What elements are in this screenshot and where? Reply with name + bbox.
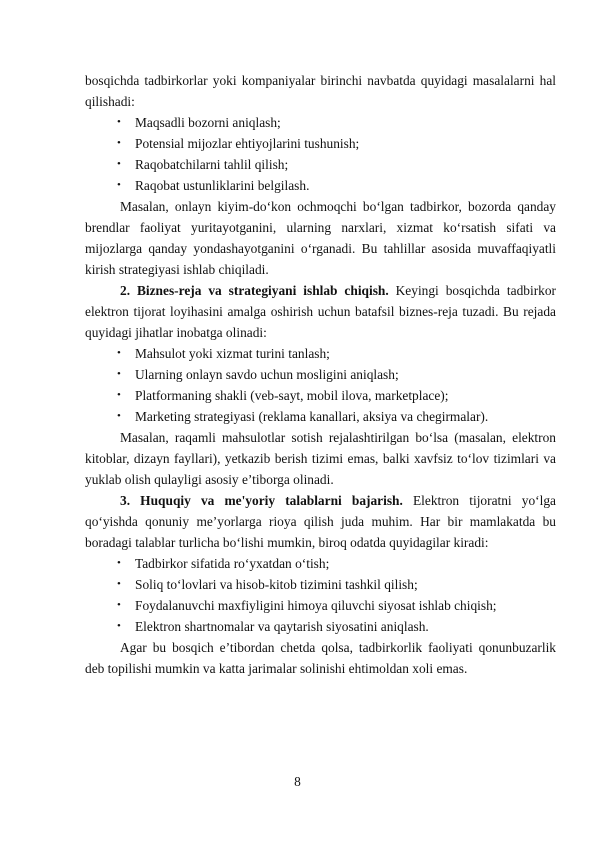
bullet-list-1 xyxy=(85,112,556,196)
paragraph-conclusion: Agar bu bosqich e’tibordan chetda qolsa, tadbirkorlik faoliyati qonunbuzarlik deb topilishi mumkin va katta jarimalar solinishi ehtimoldan xoli emas. xyxy=(85,640,556,676)
list-item: • Platformaning shakli (veb-sayt, mobil ilova, marketplace); xyxy=(85,385,556,406)
paragraph-example-2: Masalan, raqamli mahsulotlar sotish rejalashtirilgan bo‘lsa (masalan, elektron kitoblar, dizayn fayllari), yetkazib berish tizimi emas, balki xavfsiz to‘lov tizimlari va yuklab olish qulayligi asosiy e’tiborga olinadi. xyxy=(85,430,556,487)
bullet-icon: • xyxy=(117,578,121,590)
bullet-list-2 xyxy=(85,343,556,427)
list-item: • Maqsadli bozorni aniqlash; xyxy=(85,112,556,133)
bullet-list-3 xyxy=(85,553,556,637)
list-item: • Tadbirkor sifatida ro‘yxatdan o‘tish; xyxy=(85,553,556,574)
list-item: • Marketing strategiyasi (reklama kanallari, aksiya va chegirmalar). xyxy=(85,406,556,427)
bullet-icon: • xyxy=(117,557,121,569)
list-item: • Mahsulot yoki xizmat turini tanlash; xyxy=(85,343,556,364)
paragraph-example-1: Masalan, onlayn kiyim-do‘kon ochmoqchi bo‘lgan tadbirkor, bozorda qanday brendlar faoliyat yuritayotganini, ularning narxlari, xizmat ko‘rsatish sifati va mijozlarga qanday yondashayotganini o‘rganadi. Bu tahlillar asosida muvaffaqiyatli kirish strategiyasi ishlab chiqiladi. xyxy=(85,199,556,277)
section-2-paragraph xyxy=(85,280,556,343)
bullet-icon: • xyxy=(117,599,121,611)
section-2-text: Keyingi bosqichda tadbirkor elektron tijorat loyihasini amalga oshirish uchun batafsil biznes-reja tuzadi. Bu rejada quyidagi jihatlar inobatga olinadi: xyxy=(85,283,557,340)
bullet-icon: • xyxy=(117,368,121,380)
section-3-heading: 3. Huquqiy va me'yoriy talablarni bajarish. xyxy=(120,493,403,508)
list-item: • Raqobat ustunliklarini belgilash. xyxy=(85,175,556,196)
paragraph-intro: bosqichda tadbirkorlar yoki kompaniyalar birinchi navbatda quyidagi masalalarni hal qilishadi: xyxy=(85,73,556,109)
page-number: 8 xyxy=(294,774,301,789)
bullet-icon: • xyxy=(117,410,121,422)
bullet-icon: • xyxy=(117,389,121,401)
list-item: • Potensial mijozlar ehtiyojlarini tushunish; xyxy=(85,133,556,154)
bullet-icon: • xyxy=(117,116,121,128)
list-item: • Elektron shartnomalar va qaytarish siyosatini aniqlash. xyxy=(85,616,556,637)
list-item: • Raqobatchilarni tahlil qilish; xyxy=(85,154,556,175)
document-page xyxy=(85,0,556,679)
section-3-text: Elektron tijoratni yo‘lga qo‘yishda qonuniy me’yorlarga rioya qilish juda muhim. Har bir mamlakatda bu boradagi talablar turlicha bo‘lishi mumkin, biroq odatda quyidagilar kiradi: xyxy=(85,493,556,550)
bullet-icon: • xyxy=(117,620,121,632)
bullet-icon: • xyxy=(117,158,121,170)
bullet-icon: • xyxy=(117,137,121,149)
bullet-icon: • xyxy=(117,179,121,191)
bullet-icon: • xyxy=(117,347,121,359)
section-2-heading: 2. Biznes-reja va strategiyani ishlab chiqish. xyxy=(120,283,389,298)
list-item: • Soliq to‘lovlari va hisob-kitob tizimini tashkil qilish; xyxy=(85,574,556,595)
list-item: • Foydalanuvchi maxfiyligini himoya qiluvchi siyosat ishlab chiqish; xyxy=(85,595,556,616)
section-3-paragraph xyxy=(85,490,556,553)
list-item: • Ularning onlayn savdo uchun mosligini aniqlash; xyxy=(85,364,556,385)
